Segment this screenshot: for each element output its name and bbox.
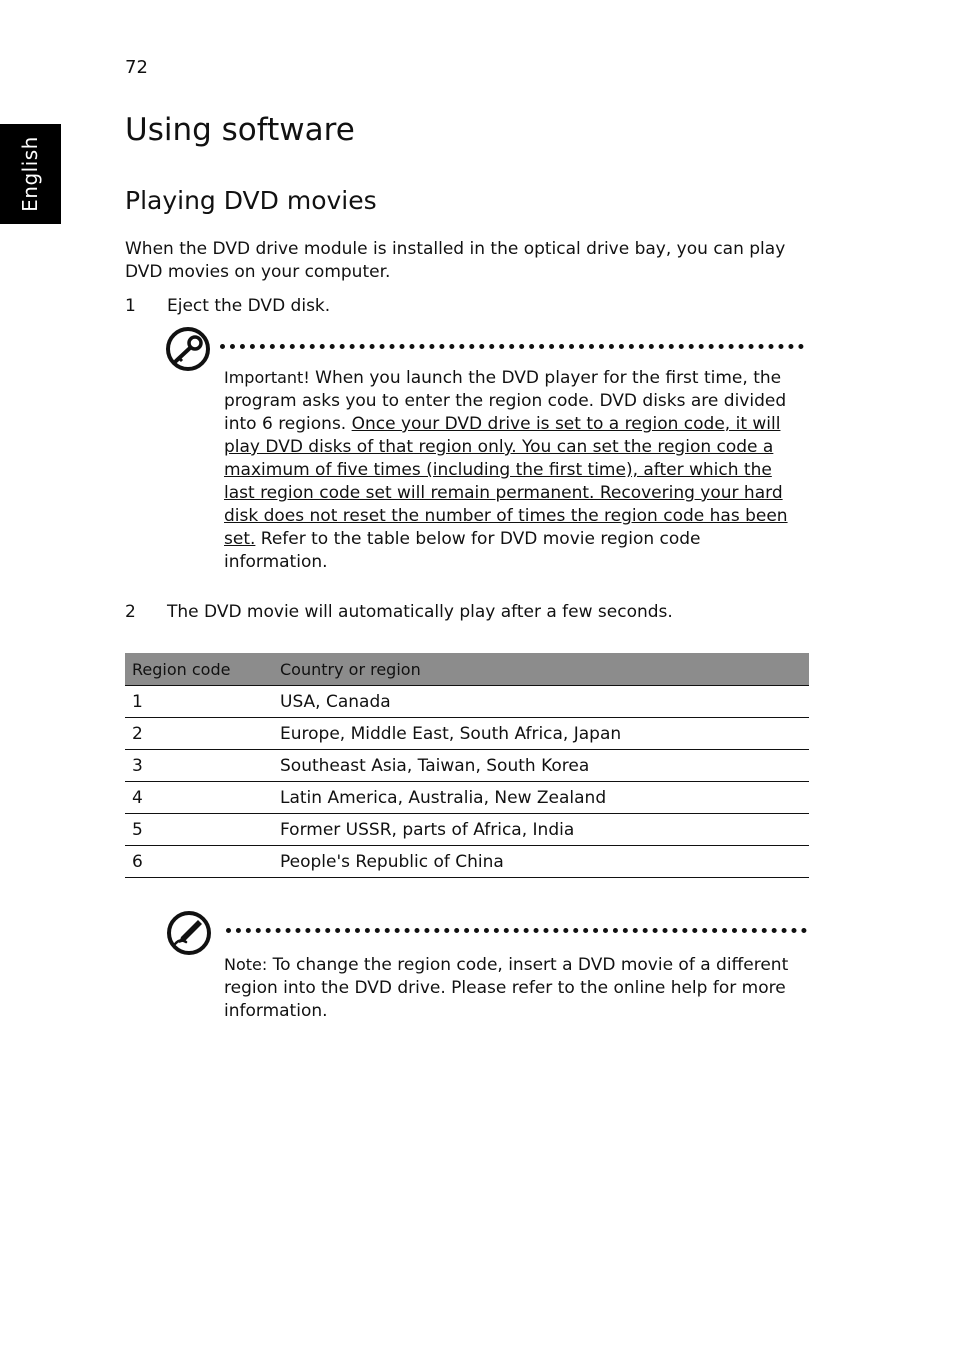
region-code-table — [125, 653, 809, 878]
country-cell: Latin America, Australia, New Zealand — [273, 782, 809, 814]
important-text-after: Refer to the table below for DVD movie region code information. — [224, 529, 701, 572]
table-header-region-code: Region code — [125, 653, 273, 686]
key-icon — [165, 326, 211, 372]
table-header-row — [125, 653, 809, 686]
table-row — [125, 782, 809, 814]
step-text: The DVD movie will automatically play after a few seconds. — [167, 602, 673, 622]
important-label: Important! — [224, 368, 310, 387]
callout-divider — [220, 344, 804, 349]
country-cell: People's Republic of China — [273, 846, 809, 878]
step-number: 2 — [125, 602, 136, 622]
intro-paragraph: When the DVD drive module is installed in the optical drive bay, you can play DVD movies on your computer. — [125, 239, 786, 282]
region-code-cell: 5 — [125, 814, 273, 846]
region-code-cell: 1 — [125, 686, 273, 718]
chapter-title: Using software — [125, 112, 355, 148]
note-callout-text — [224, 953, 804, 1023]
table-header-country: Country or region — [273, 653, 809, 686]
important-callout-text — [224, 366, 804, 574]
country-cell: Southeast Asia, Taiwan, South Korea — [273, 750, 809, 782]
language-tab-label: English — [18, 136, 42, 212]
table-row — [125, 814, 809, 846]
table-row — [125, 686, 809, 718]
region-code-cell: 3 — [125, 750, 273, 782]
region-code-cell: 2 — [125, 718, 273, 750]
country-cell: Europe, Middle East, South Africa, Japan — [273, 718, 809, 750]
note-text: To change the region code, insert a DVD movie of a different region into the DVD drive. Please refer to the online help for more information. — [224, 955, 789, 1021]
table-row — [125, 718, 809, 750]
callout-divider — [226, 928, 807, 933]
page-number: 72 — [125, 57, 148, 78]
table-row — [125, 846, 809, 878]
table-row — [125, 750, 809, 782]
note-pen-icon — [166, 910, 212, 956]
step-number: 1 — [125, 296, 136, 316]
step-text: Eject the DVD disk. — [167, 296, 331, 316]
section-title: Playing DVD movies — [125, 186, 377, 215]
country-cell: USA, Canada — [273, 686, 809, 718]
note-label: Note: — [224, 955, 268, 974]
country-cell: Former USSR, parts of Africa, India — [273, 814, 809, 846]
important-underlined-text: Once your DVD drive is set to a region code, it will play DVD disks of that region only. You can set the region code a maximum of five times (including the first time), after which the last region code set will remain permanent. Recovering your hard disk does not reset the number of times the region code has been set. — [224, 414, 788, 549]
region-code-cell: 6 — [125, 846, 273, 878]
language-side-tab — [0, 124, 61, 224]
important-text-before: When you launch the DVD player for the first time, the program asks you to enter the region code. DVD disks are divided into 6 regions. — [224, 368, 787, 434]
region-code-cell: 4 — [125, 782, 273, 814]
